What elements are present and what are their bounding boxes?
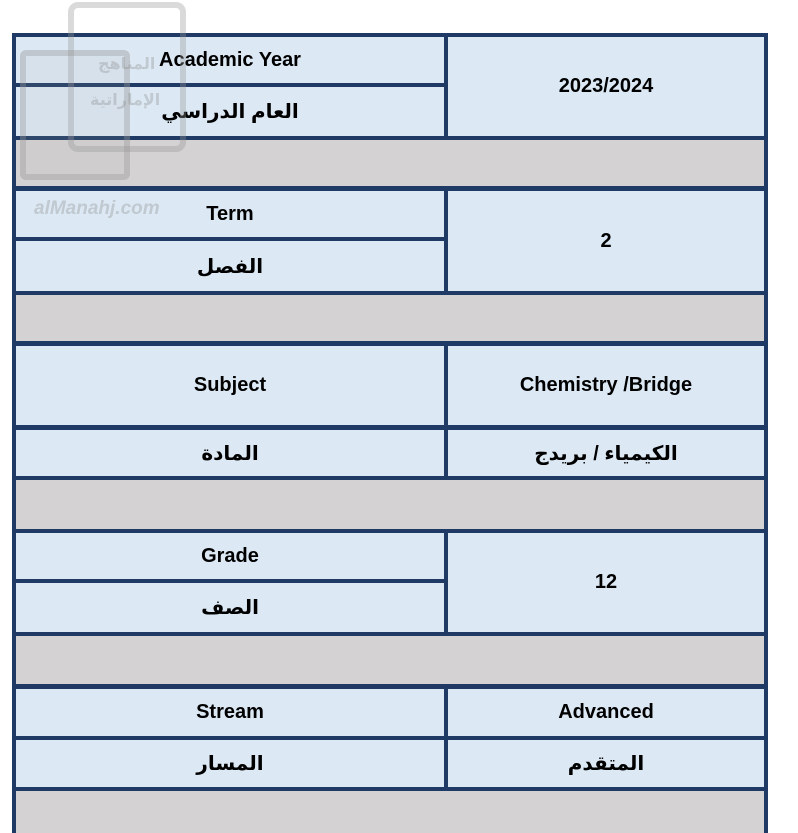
stream-value-ar: المتقدم [448,740,764,787]
subject-value-ar: الكيمياء / بريدج [448,430,764,476]
stream-label: Stream [16,689,444,736]
watermark-line2: الإماراتية [90,92,161,109]
separator-row [16,636,764,684]
grade-label: Grade [16,533,444,579]
grade-value: 12 [448,533,764,632]
academic-year-value: 2023/2024 [448,37,764,136]
watermark-site: alManahj.com [34,198,160,219]
academic-year-label: Academic Year [16,37,444,83]
separator-row [16,791,764,833]
separator-row [16,480,764,529]
subject-label-ar: المادة [16,430,444,476]
watermark-line1: المناهج [98,56,156,73]
stream-label-ar: المسار [16,740,444,787]
separator-row [16,295,764,341]
academic-year-label-ar: العام الدراسي [16,87,444,136]
grade-label-ar: الصف [16,583,444,632]
subject-value: Chemistry /Bridge [448,346,764,425]
subject-label: Subject [16,346,444,425]
term-value: 2 [448,191,764,291]
separator-row [16,140,764,186]
info-table [12,33,768,833]
stream-value: Advanced [448,689,764,736]
term-label-ar: الفصل [16,241,444,291]
term-label: Term [16,191,444,237]
